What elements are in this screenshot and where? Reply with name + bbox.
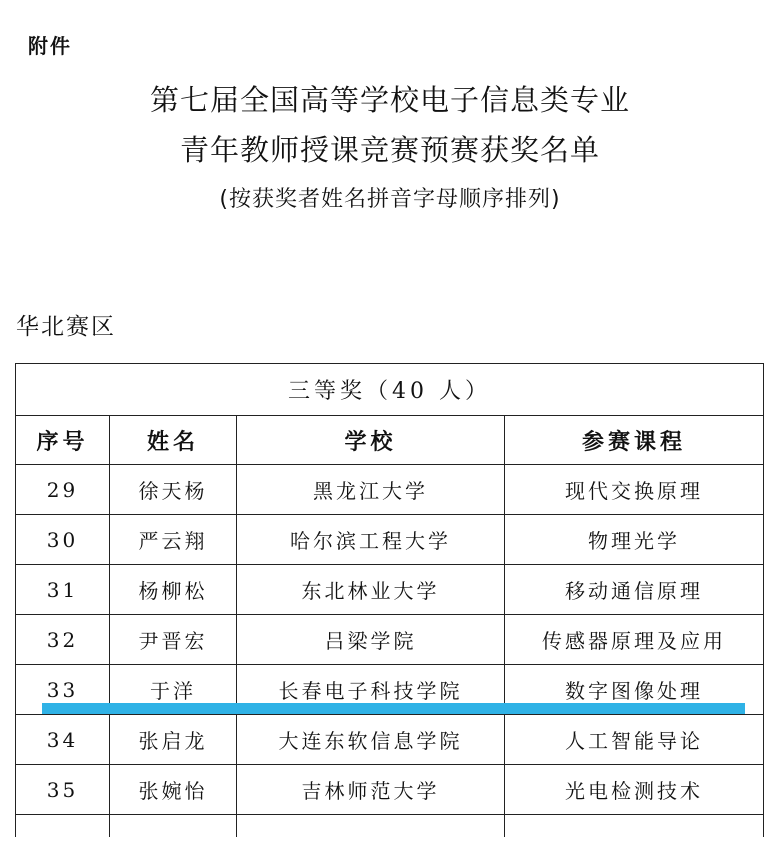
table-row — [16, 565, 764, 615]
cell-index: 35 — [16, 765, 110, 815]
cell-empty — [16, 815, 110, 838]
document-title-line2: 青年教师授课竞赛预赛获奖名单 — [179, 133, 600, 167]
cell-index: 30 — [16, 515, 110, 565]
cell-course: 现代交换原理 — [505, 465, 764, 515]
cell-name: 张婉怡 — [110, 765, 237, 815]
cell-index: 32 — [16, 615, 110, 665]
cell-name: 张启龙 — [110, 715, 237, 765]
cell-index: 29 — [16, 465, 110, 515]
cell-school: 哈尔滨工程大学 — [237, 515, 505, 565]
cell-empty — [110, 815, 237, 838]
table-row-partial — [16, 815, 764, 838]
cell-school: 吉林师范大学 — [237, 765, 505, 815]
column-header-course: 参赛课程 — [505, 416, 764, 465]
cell-course: 传感器原理及应用 — [505, 615, 764, 665]
cell-school: 东北林业大学 — [237, 565, 505, 615]
cell-index: 33 — [16, 665, 110, 715]
award-table — [15, 363, 764, 837]
cell-index: 31 — [16, 565, 110, 615]
cell-name: 严云翔 — [110, 515, 237, 565]
cell-name: 杨柳松 — [110, 565, 237, 615]
table-row — [16, 615, 764, 665]
table-header-row — [16, 416, 764, 465]
award-title-row — [16, 364, 764, 416]
cell-school: 吕梁学院 — [237, 615, 505, 665]
attachment-label: 附件 — [28, 34, 72, 58]
cell-empty — [237, 815, 505, 838]
column-header-school: 学校 — [237, 416, 505, 465]
cell-course: 数字图像处理 — [505, 665, 764, 715]
cell-course: 光电检测技术 — [505, 765, 764, 815]
award-title: 三等奖（40 人） — [16, 364, 764, 416]
cell-name: 于洋 — [110, 665, 237, 715]
cell-course: 人工智能导论 — [505, 715, 764, 765]
highlight-underline-mark — [42, 703, 745, 714]
column-header-index: 序号 — [16, 416, 110, 465]
cell-name: 徐天杨 — [110, 465, 237, 515]
cell-school: 黑龙江大学 — [237, 465, 505, 515]
region-heading: 华北赛区 — [16, 314, 116, 340]
cell-empty — [505, 815, 764, 838]
cell-name: 尹晋宏 — [110, 615, 237, 665]
table-row — [16, 765, 764, 815]
document-subtitle: (按获奖者姓名拼音字母顺序排列) — [219, 187, 561, 212]
table-row — [16, 715, 764, 765]
column-header-name: 姓名 — [110, 416, 237, 465]
cell-course: 移动通信原理 — [505, 565, 764, 615]
cell-school: 长春电子科技学院 — [237, 665, 505, 715]
cell-course: 物理光学 — [505, 515, 764, 565]
cell-index: 34 — [16, 715, 110, 765]
table-row — [16, 465, 764, 515]
table-row — [16, 515, 764, 565]
document-title-line1: 第七届全国高等学校电子信息类专业 — [149, 83, 630, 117]
cell-school: 大连东软信息学院 — [237, 715, 505, 765]
